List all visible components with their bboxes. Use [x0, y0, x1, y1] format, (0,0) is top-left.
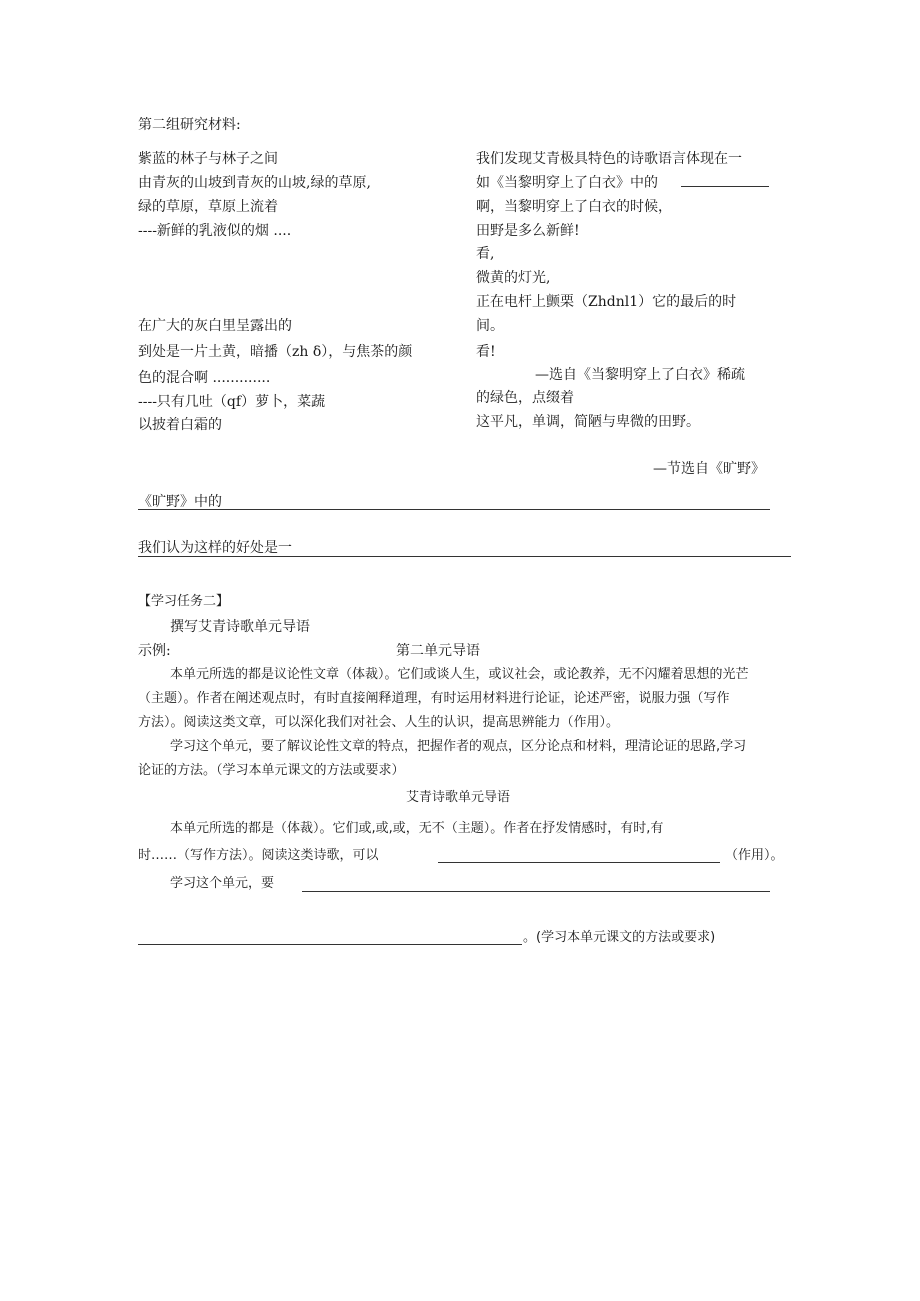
- task-label: 【学习任务二】: [138, 594, 230, 609]
- example-label: 示例:: [138, 643, 171, 659]
- answer-line-2[interactable]: [138, 556, 791, 557]
- right-source-1: —选自《当黎明穿上了白衣》稀疏: [535, 367, 745, 383]
- left-poem-line: 绿的草原，草原上流着: [138, 199, 278, 215]
- example-paragraph-line: （主题）。作者在阐述观点时，有时直接阐释道理，有时运用材料进行论证，论述严密，说服力强（写作: [138, 691, 730, 706]
- section-heading: 第二组研究材料:: [138, 117, 241, 133]
- effect-answer-line[interactable]: [438, 862, 720, 863]
- aiqing-paragraph-line: 本单元所选的都是（体裁）。它们或,或,或，无不（主题）。作者在抒发情感时，有时,有: [170, 821, 664, 836]
- left-poem-line: 以披着白霜的: [138, 417, 222, 433]
- fill-label-1: 《旷野》中的: [138, 494, 222, 510]
- left-poem-line: 到处是一片土黄，暗播（zh δ），与焦茶的颜: [138, 344, 413, 360]
- right-poem-line: 正在电杆上颤栗（Zhdnl1）它的最后的时: [476, 294, 737, 310]
- aiqing-paragraph-line: 学习这个单元，要: [170, 876, 275, 891]
- right-poem-line: 这平凡，单调，简陋与卑微的田野。: [476, 414, 700, 430]
- method-answer-line-2[interactable]: [138, 944, 522, 945]
- right-poem-line: 田野是多么新鲜!: [476, 223, 580, 239]
- right-line-prefix: 如《当黎明穿上了白衣》中的: [476, 175, 658, 191]
- left-poem-line: ----只有几吐（qf）萝卜，菜蔬: [138, 394, 326, 410]
- method-answer-line[interactable]: [302, 891, 770, 892]
- blank-line[interactable]: [681, 186, 769, 187]
- example-paragraph-line: 方法）。阅读这类文章，可以深化我们对社会、人生的认识，提高思辨能力（作用）。: [138, 715, 620, 730]
- left-poem-line: 紫蓝的林子与林子之间: [138, 151, 278, 167]
- right-source-2: —节选自《旷野》: [653, 461, 765, 477]
- fill-label-2: 我们认为这样的好处是一: [138, 540, 292, 556]
- left-poem-line: 在广大的灰白里呈露出的: [138, 318, 292, 334]
- task-title: 撰写艾青诗歌单元导语: [170, 619, 310, 635]
- aiqing-paragraph-end: （作用）。: [725, 848, 784, 863]
- example-paragraph-line: 论证的方法。（学习本单元课文的方法或要求）: [138, 763, 405, 778]
- aiqing-paragraph-end: 。(学习本单元课文的方法或要求): [523, 930, 716, 945]
- answer-line-1[interactable]: [138, 509, 770, 510]
- right-poem-line: 间。: [476, 318, 504, 334]
- example-title: 第二单元导语: [396, 643, 480, 659]
- aiqing-title: 艾青诗歌单元导语: [406, 790, 511, 805]
- example-paragraph-line: 本单元所选的都是议论性文章（体裁）。它们或谈人生，或议社会，或论教养，无不闪耀着思想的光芒: [170, 667, 749, 682]
- left-poem-line: ----新鲜的乳液似的烟 ....: [138, 223, 292, 239]
- left-poem-line: 由青灰的山坡到青灰的山坡,绿的草原,: [138, 175, 371, 191]
- right-poem-line: 微黄的灯光,: [476, 270, 551, 286]
- right-intro: 我们发现艾青极具特色的诗歌语言体现在一: [476, 151, 742, 167]
- left-poem-line: 色的混合啊 .............: [138, 370, 271, 386]
- aiqing-paragraph-line: 时……（写作方法）。阅读这类诗歌，可以: [138, 848, 379, 863]
- example-paragraph-line: 学习这个单元，要了解议论性文章的特点，把握作者的观点，区分论点和材料，理清论证的思路,学习: [170, 739, 747, 754]
- right-poem-line: 啊，当黎明穿上了白衣的时候，: [476, 199, 672, 215]
- right-poem-line: 的绿色，点缀着: [476, 390, 574, 406]
- right-poem-line: 看,: [476, 246, 495, 262]
- right-poem-line: 看!: [476, 344, 496, 360]
